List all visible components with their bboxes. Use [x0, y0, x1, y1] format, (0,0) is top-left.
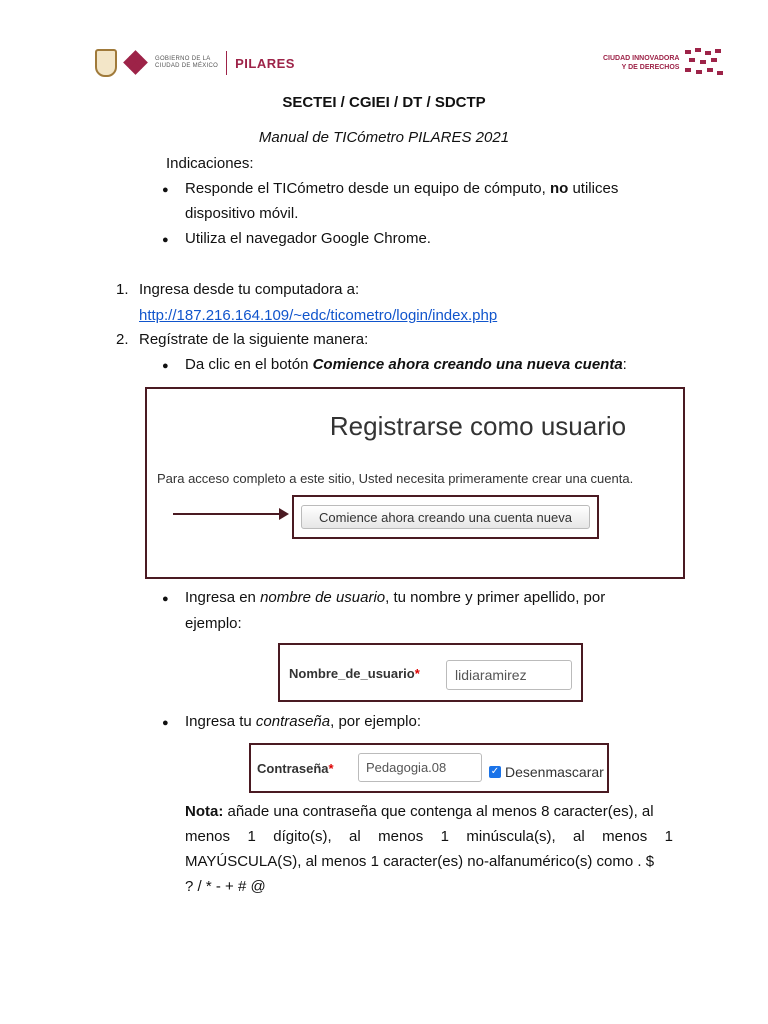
username-input[interactable]: lidiaramirez — [446, 660, 572, 690]
bullet-icon: ● — [162, 360, 169, 372]
sub-step-password: Ingresa tu contraseña, por ejemplo: — [185, 713, 421, 730]
register-title: Registrarse como usuario — [329, 411, 627, 441]
register-screenshot — [145, 387, 685, 579]
note-line-1: Nota: añade una contraseña que contenga al menos 8 caracter(es), al — [185, 803, 654, 820]
bullet-icon: ● — [162, 234, 169, 246]
highlight-frame — [292, 495, 599, 539]
indication-2: Utiliza el navegador Google Chrome. — [185, 230, 431, 247]
register-subtitle: Para acceso completo a este sitio, Usted necesita primeramente crear una cuenta. — [157, 471, 634, 486]
indication-1: Responde el TICómetro desde un equipo de cómputo, no utilices — [185, 180, 619, 197]
unmask-label: Desenmascarar — [505, 764, 604, 780]
step-1-text: Ingresa desde tu computadora a: — [139, 281, 360, 298]
gobierno-cdmx-logo — [95, 48, 295, 78]
password-label: Contraseña* — [257, 761, 334, 776]
logo-divider — [226, 51, 227, 75]
indications-heading: Indicaciones: — [166, 155, 254, 172]
username-screenshot — [278, 643, 583, 702]
ticometro-login-link[interactable]: http://187.216.164.109/~edc/ticometro/login/index.php — [139, 307, 498, 324]
gov-text: GOBIERNO DE LA CIUDAD DE MÉXICO — [155, 56, 219, 69]
bullet-icon: ● — [162, 184, 169, 196]
pilares-logo-text: PILARES — [235, 55, 295, 71]
ciudad-innovadora-logo — [603, 48, 723, 78]
sub-step-click-button: Da clic en el botón Comience ahora creando una nueva cuenta: — [185, 356, 627, 373]
step-2-text: Regístrate de la siguiente manera: — [139, 331, 369, 348]
coat-of-arms-icon — [95, 49, 117, 77]
password-input[interactable]: Pedagogia.08 — [358, 753, 482, 782]
step-2-number: 2. — [116, 331, 129, 348]
ciudad-innovadora-text: CIUDAD INNOVADORA Y DE DERECHOS — [603, 55, 680, 71]
sub-step-username-cont: ejemplo: — [185, 615, 242, 632]
note-line-3: MAYÚSCULA(S), al menos 1 caracter(es) no-alfanumérico(s) como . $ — [185, 853, 655, 870]
password-screenshot — [249, 743, 609, 793]
arrow-icon — [173, 513, 281, 515]
note-line-4: ? / * - + # @ — [185, 878, 266, 895]
note-line-2: menos 1 dígito(s), al menos 1 minúscula(s), al menos 1 — [185, 828, 673, 845]
create-account-button[interactable]: Comience ahora creando una cuenta nueva — [301, 505, 590, 529]
username-label: Nombre_de_usuario* — [289, 666, 420, 681]
cdmx-knot-icon — [125, 52, 147, 74]
indication-1-cont: dispositivo móvil. — [185, 205, 299, 222]
document-code: SECTEI / CGIEI / DT / SDCTP — [282, 94, 486, 111]
step-1-number: 1. — [116, 281, 129, 298]
bullet-icon: ● — [162, 717, 169, 729]
arrow-head-icon — [279, 508, 289, 520]
page-title: Manual de TICómetro PILARES 2021 — [258, 129, 510, 146]
unmask-checkbox[interactable]: ✓ — [490, 766, 500, 777]
bullet-icon: ● — [162, 593, 169, 605]
pattern-icon — [685, 48, 723, 78]
sub-step-username: Ingresa en nombre de usuario, tu nombre y primer apellido, por — [185, 589, 606, 606]
